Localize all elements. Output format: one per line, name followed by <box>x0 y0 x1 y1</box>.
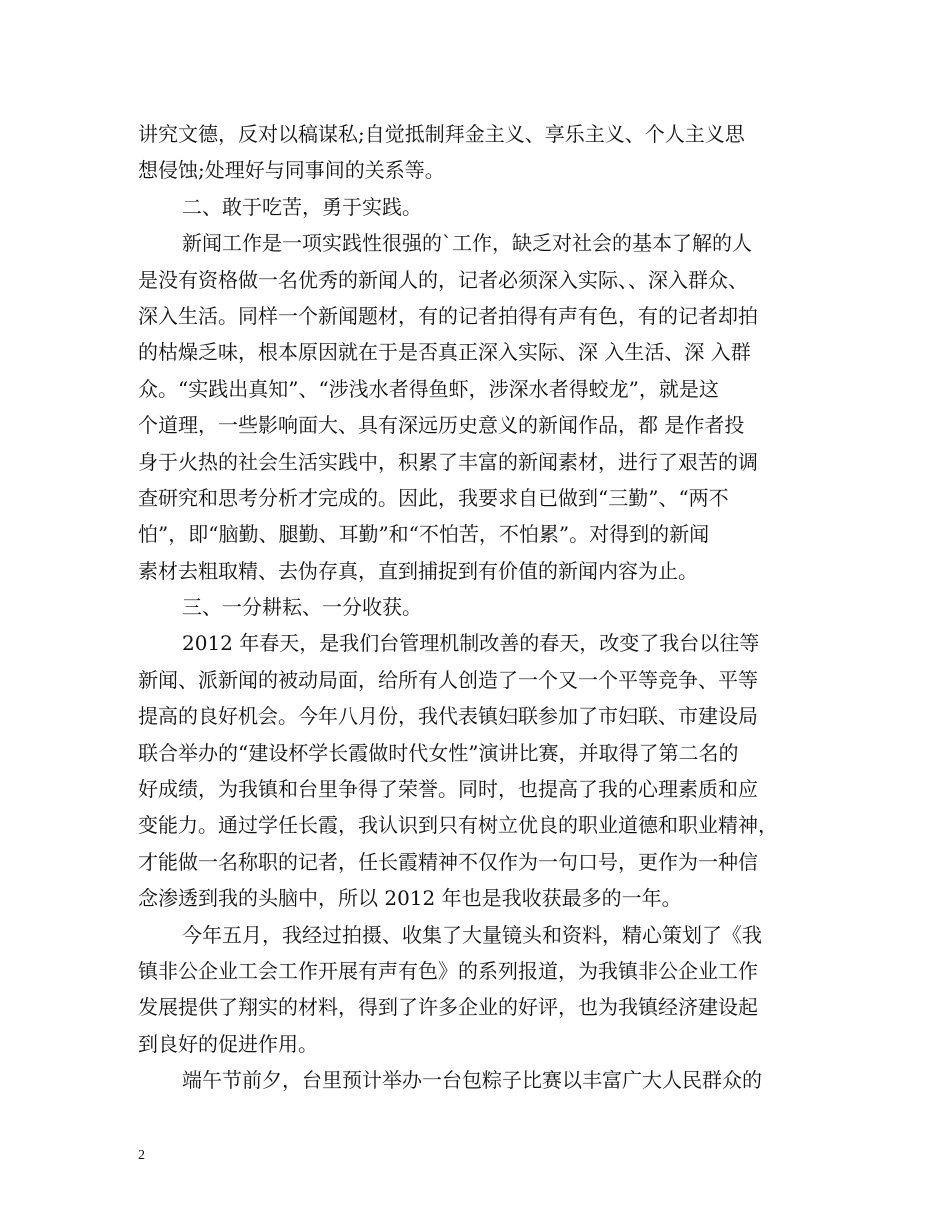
paragraph-first-line: 端午节前夕，台里预计举办一台包粽子比赛以丰富广大人民群众的 <box>182 1068 762 1093</box>
paragraph-first-line: 今年五月，我经过拍摄、收集了大量镜头和资料，精心策划了《我 <box>182 922 762 947</box>
text-line: 讲究文德，反对以稿谋私;自觉抵制拜金主义、享乐主义、个人主义思 <box>138 122 745 146</box>
text-line: 查研究和思考分析才完成的。因此，我要求自已做到“三勤”、“两不 <box>138 485 729 510</box>
body-text <box>138 116 824 1099</box>
text-line: 好成绩，为我镇和台里争得了荣誉。同时，也提高了我的心理素质和应 <box>138 777 758 802</box>
text-line: 镇非公企业工会工作开展有声有色》的系列报道，为我镇非公企业工作 <box>138 958 758 983</box>
text-line: 素材去粗取精、去伪存真，直到捕捉到有价值的新闻内容为止。 <box>138 558 698 583</box>
text-line: 众。“实践出真知”、“涉浅水者得鱼虾，涉深水者得蛟龙”，就是这 <box>138 376 719 401</box>
text-line: 才能做一名称职的记者，任长霞精神不仅作为一句口号，更作为一种信 <box>138 849 758 874</box>
page-number: 2 <box>138 1148 145 1163</box>
text-line: 新闻、派新闻的被动局面，给所有人创造了一个又一个平等竞争、平等 <box>138 667 758 692</box>
text-line: 变能力。通过学任长霞，我认识到只有树立优良的职业道德和职业精神， <box>138 813 778 838</box>
text-line: 提高的良好机会。今年八月份，我代表镇妇联参加了市妇联、市建设局 <box>138 704 758 729</box>
paragraph-first-line: 二、敢于吃苦，勇于实践。 <box>182 194 422 219</box>
text-line: 到良好的促进作用。 <box>138 1031 318 1056</box>
text-line: 联合举办的“建设杯学长霞做时代女性”演讲比赛，并取得了第二名的 <box>138 740 739 765</box>
paragraph-first-line: 新闻工作是一项实践性很强的`工作，缺乏对社会的基本了解的人 <box>182 231 752 256</box>
paragraph-first-line: 2012 年春天，是我们台管理机制改善的春天，改变了我台以往等 <box>182 631 760 656</box>
text-line: 怕”，即“脑勤、腿勤、耳勤”和“不怕苦，不怕累”。对得到的新闻 <box>138 522 710 547</box>
text-line: 念渗透到我的头脑中，所以 2012 年也是我收获最多的一年。 <box>138 886 682 911</box>
text-line: 身于火热的社会生活实践中，积累了丰富的新闻素材，进行了艰苦的调 <box>138 449 758 474</box>
text-line: 想侵蚀;处理好与同事间的关系等。 <box>138 158 445 183</box>
text-line: 个道理，一些影响面大、具有深远历史意义的新闻作品，都 是作者投 <box>138 413 745 438</box>
text-line: 是没有资格做一名优秀的新闻人的，记者必须深入实际、、深入群众、 <box>138 267 748 292</box>
text-line: 发展提供了翔实的材料，得到了许多企业的好评，也为我镇经济建设起 <box>138 995 758 1020</box>
text-line: 的枯燥乏味，根本原因就在于是否真正深入实际、深 入生活、深 入群 <box>138 340 751 365</box>
paragraph-first-line: 三、一分耕耘、一分收获。 <box>182 595 422 620</box>
text-line: 深入生活。同样一个新闻题材，有的记者拍得有声有色，有的记者却拍 <box>138 303 758 328</box>
